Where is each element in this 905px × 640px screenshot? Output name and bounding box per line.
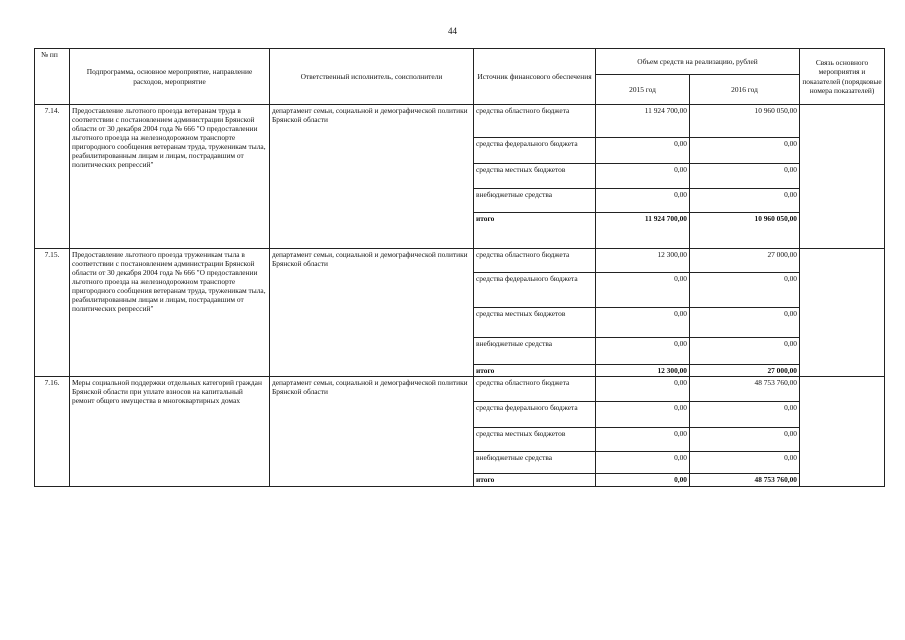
- header-amount: Объем средств на реализацию, рублей: [596, 49, 800, 75]
- table-row: [35, 377, 885, 402]
- amount-2016: 10 960 050,00: [690, 105, 800, 138]
- executor: департамент семьи, социальной и демографической политики Брянской области: [270, 377, 474, 487]
- source-name: средства областного бюджета: [474, 249, 596, 273]
- source-name: средства федерального бюджета: [474, 402, 596, 428]
- amount-2016: 0,00: [690, 138, 800, 164]
- program-description: Меры социальной поддержки отдельных категорий граждан Брянской области при уплате взносов на капитальный ремонт общего имущества в многоквартирных домах: [70, 377, 270, 487]
- source-name: средства местных бюджетов: [474, 164, 596, 189]
- source-name: средства федерального бюджета: [474, 273, 596, 308]
- amount-2016: 0,00: [690, 308, 800, 338]
- source-name: внебюджетные средства: [474, 338, 596, 365]
- program-description: Предоставление льготного проезда труженикам тыла в соответствии с постановлением администрации Брянской области от 30 декабря 2004 года № 666 "О предоставлении льготного проезда на железнодорожном транспорте пригородного сообщения ветеранам труда, труженикам тыла, реабилитированным лицам и лицам, пострадавшим от политических репрессий": [70, 249, 270, 377]
- amount-2015: 0,00: [596, 377, 690, 402]
- amount-2016: 0,00: [690, 189, 800, 213]
- page-number: 44: [448, 26, 457, 36]
- row-number: 7.16.: [35, 377, 70, 487]
- header-executor: Ответственный исполнитель, соисполнители: [270, 49, 474, 105]
- amount-2016: 0,00: [690, 402, 800, 428]
- amount-2015: 0,00: [596, 164, 690, 189]
- indicator-link: [800, 377, 885, 487]
- table-row: [35, 249, 885, 273]
- source-name: средства областного бюджета: [474, 377, 596, 402]
- amount-2016: 0,00: [690, 338, 800, 365]
- header-link: Связь основного мероприятия и показателей (порядковые номера показателей): [800, 49, 885, 105]
- amount-2015: 0,00: [596, 189, 690, 213]
- header-year-2016: 2016 год: [690, 75, 800, 105]
- table-row: [35, 105, 885, 138]
- source-name: внебюджетные средства: [474, 189, 596, 213]
- amount-2016: 0,00: [690, 428, 800, 452]
- header-program: Подпрограмма, основное мероприятие, направление расходов, мероприятие: [70, 49, 270, 105]
- indicator-link: [800, 105, 885, 249]
- amount-2015: 12 300,00: [596, 365, 690, 377]
- amount-2015: 0,00: [596, 402, 690, 428]
- amount-2016: 0,00: [690, 452, 800, 474]
- header-year-2015: 2015 год: [596, 75, 690, 105]
- indicator-link: [800, 249, 885, 377]
- amount-2016: 0,00: [690, 273, 800, 308]
- program-description: Предоставление льготного проезда ветеранам труда в соответствии с постановлением администрации Брянской области от 30 декабря 2004 года № 666 "О предоставлении льготного проезда на железнодорожном транспорте пригородного сообщения ветеранам труда, труженикам тыла, реабилитированным лицам и лицам, пострадавшим от политических репрессий": [70, 105, 270, 249]
- amount-2015: 0,00: [596, 308, 690, 338]
- amount-2015: 0,00: [596, 273, 690, 308]
- amount-2015: 11 924 700,00: [596, 213, 690, 249]
- amount-2015: 11 924 700,00: [596, 105, 690, 138]
- executor: департамент семьи, социальной и демографической политики Брянской области: [270, 105, 474, 249]
- amount-2016: 48 753 760,00: [690, 474, 800, 487]
- row-number: 7.14.: [35, 105, 70, 249]
- source-name: средства федерального бюджета: [474, 138, 596, 164]
- amount-2016: 27 000,00: [690, 249, 800, 273]
- source-name: средства местных бюджетов: [474, 428, 596, 452]
- amount-2016: 10 960 050,00: [690, 213, 800, 249]
- amount-2015: 0,00: [596, 338, 690, 365]
- amount-2015: 0,00: [596, 452, 690, 474]
- source-name: средства местных бюджетов: [474, 308, 596, 338]
- source-name: средства областного бюджета: [474, 105, 596, 138]
- executor: департамент семьи, социальной и демографической политики Брянской области: [270, 249, 474, 377]
- amount-2015: 0,00: [596, 428, 690, 452]
- source-name: итого: [474, 365, 596, 377]
- amount-2016: 27 000,00: [690, 365, 800, 377]
- amount-2015: 0,00: [596, 474, 690, 487]
- header-num: № пп: [35, 49, 70, 105]
- budget-table: [34, 48, 885, 487]
- source-name: внебюджетные средства: [474, 452, 596, 474]
- amount-2016: 0,00: [690, 164, 800, 189]
- header-source: Источник финансового обеспечения: [474, 49, 596, 105]
- source-name: итого: [474, 213, 596, 249]
- amount-2015: 0,00: [596, 138, 690, 164]
- row-number: 7.15.: [35, 249, 70, 377]
- source-name: итого: [474, 474, 596, 487]
- amount-2016: 48 753 760,00: [690, 377, 800, 402]
- amount-2015: 12 300,00: [596, 249, 690, 273]
